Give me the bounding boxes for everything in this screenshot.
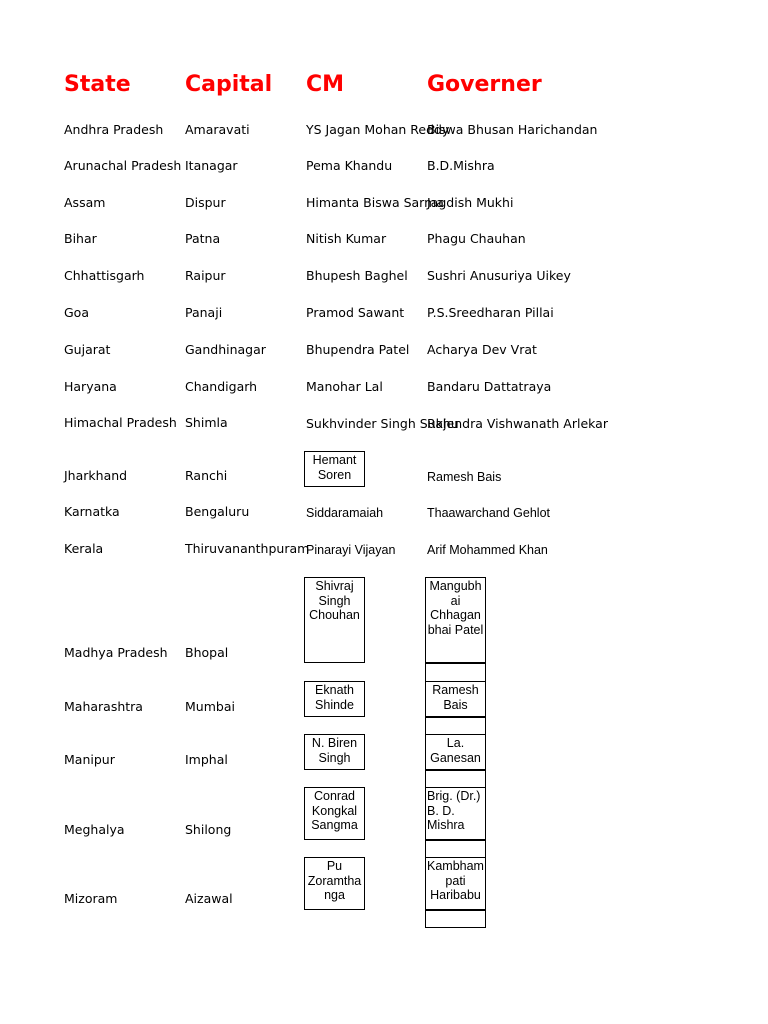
state-cell: Karnatka — [64, 504, 120, 519]
governor-cell: Acharya Dev Vrat — [427, 342, 537, 357]
state-cell: Arunachal Pradesh — [64, 158, 182, 173]
state-cell: Assam — [64, 195, 106, 210]
governor-cell: P.S.Sreedharan Pillai — [427, 305, 554, 320]
capital-cell: Shilong — [185, 822, 232, 837]
state-cell: Gujarat — [64, 342, 111, 357]
cm-textbox: Hemant Soren — [304, 451, 365, 487]
governor-cell: Ramesh Bais — [427, 470, 502, 484]
capital-cell: Patna — [185, 231, 221, 246]
state-cell: Chhattisgarh — [64, 268, 145, 283]
header-capital: Capital — [185, 72, 273, 97]
capital-cell: Raipur — [185, 268, 226, 283]
governor-textbox: La. Ganesan — [425, 734, 486, 770]
state-cell: Mizoram — [64, 891, 118, 906]
capital-cell: Imphal — [185, 752, 228, 767]
cm-cell: YS Jagan Mohan Reddy — [306, 122, 450, 137]
capital-cell: Ranchi — [185, 468, 228, 483]
cm-textbox: Conrad Kongkal Sangma — [304, 787, 365, 840]
governor-textbox: Ramesh Bais — [425, 681, 486, 717]
cm-cell: Sukhvinder Singh Sukhu — [306, 416, 459, 431]
state-cell: Madhya Pradesh — [64, 645, 168, 660]
state-cell: Goa — [64, 305, 89, 320]
state-cell: Manipur — [64, 752, 115, 767]
empty-textbox — [425, 717, 486, 735]
state-cell: Meghalya — [64, 822, 125, 837]
capital-cell: Bengaluru — [185, 504, 250, 519]
capital-cell: Dispur — [185, 195, 226, 210]
governor-cell: Rajendra Vishwanath Arlekar — [427, 416, 608, 431]
capital-cell: Chandigarh — [185, 379, 258, 394]
governor-cell: Phagu Chauhan — [427, 231, 526, 246]
capital-cell: Panaji — [185, 305, 223, 320]
governor-cell: Arif Mohammed Khan — [427, 543, 548, 557]
state-cell: Andhra Pradesh — [64, 122, 164, 137]
cm-textbox: Pu Zoramtha nga — [304, 857, 365, 910]
header-governor: Governer — [427, 72, 542, 97]
state-cell: Jharkhand — [64, 468, 128, 483]
cm-cell: Bhupesh Baghel — [306, 268, 408, 283]
state-cell: Bihar — [64, 231, 97, 246]
cm-textbox: N. Biren Singh — [304, 734, 365, 770]
empty-textbox — [425, 663, 486, 682]
governor-textbox: Mangubh ai Chhagan bhai Patel — [425, 577, 486, 663]
capital-cell: Amaravati — [185, 122, 250, 137]
state-cell: Kerala — [64, 541, 104, 556]
header-cm: CM — [306, 72, 345, 97]
cm-cell: Siddaramaiah — [306, 506, 384, 520]
cm-cell: Pramod Sawant — [306, 305, 405, 320]
empty-textbox — [425, 910, 486, 928]
governor-textbox: Brig. (Dr.) B. D. Mishra — [425, 787, 486, 840]
cm-cell: Pinarayi Vijayan — [306, 543, 396, 557]
cm-textbox: Shivraj Singh Chouhan — [304, 577, 365, 663]
governor-cell: Thaawarchand Gehlot — [427, 506, 550, 520]
state-cell: Maharashtra — [64, 699, 143, 714]
header-state: State — [64, 72, 131, 97]
cm-cell: Himanta Biswa Sarma — [306, 195, 444, 210]
state-cell: Himachal Pradesh — [64, 415, 177, 430]
cm-cell: Manohar Lal — [306, 379, 383, 394]
capital-cell: Mumbai — [185, 699, 235, 714]
governor-textbox: Kambham pati Haribabu — [425, 857, 486, 910]
state-cell: Haryana — [64, 379, 117, 394]
cm-cell: Nitish Kumar — [306, 231, 387, 246]
governor-cell: Jagdish Mukhi — [427, 195, 514, 210]
cm-cell: Pema Khandu — [306, 158, 393, 173]
cm-cell: Bhupendra Patel — [306, 342, 410, 357]
empty-textbox — [425, 770, 486, 788]
capital-cell: Itanagar — [185, 158, 238, 173]
governor-cell: Sushri Anusuriya Uikey — [427, 268, 571, 283]
capital-cell: Thiruvananthpuram — [185, 541, 310, 556]
governor-cell: Biswa Bhusan Harichandan — [427, 122, 598, 137]
cm-textbox: Eknath Shinde — [304, 681, 365, 717]
empty-textbox — [425, 840, 486, 858]
capital-cell: Aizawal — [185, 891, 233, 906]
capital-cell: Bhopal — [185, 645, 229, 660]
capital-cell: Gandhinagar — [185, 342, 266, 357]
governor-cell: Bandaru Dattatraya — [427, 379, 552, 394]
capital-cell: Shimla — [185, 415, 228, 430]
governor-cell: B.D.Mishra — [427, 158, 495, 173]
